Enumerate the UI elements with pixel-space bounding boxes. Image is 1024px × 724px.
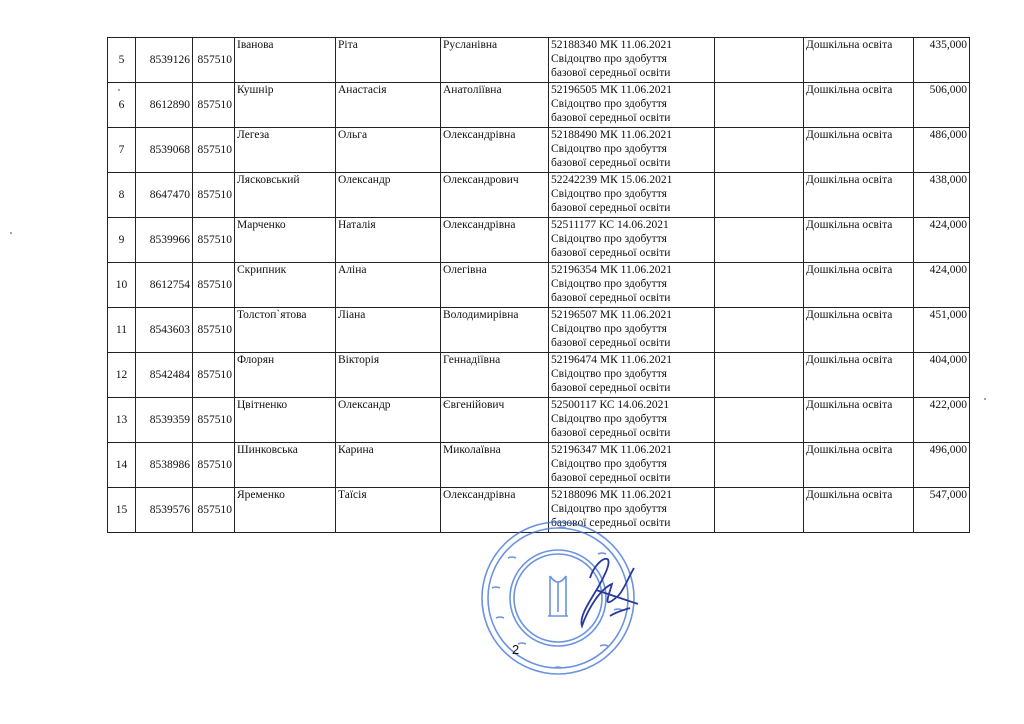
cell-document xyxy=(549,218,715,263)
cell-id: 8538986 xyxy=(136,443,193,488)
cell-score: 451,000 xyxy=(914,308,970,353)
cell-score: 496,000 xyxy=(914,443,970,488)
cell-name: Таїсія xyxy=(336,488,441,533)
cell-patronymic: Миколаївна xyxy=(441,443,549,488)
cell-empty xyxy=(715,308,804,353)
cell-surname: Цвітненко xyxy=(235,398,336,443)
cell-name: Ольга xyxy=(336,128,441,173)
cell-id: 8539126 xyxy=(136,38,193,83)
cell-empty xyxy=(715,353,804,398)
document-line: Свідоцтво про здобуття xyxy=(551,413,667,425)
table-row xyxy=(108,173,970,218)
cell-patronymic: Олегівна xyxy=(441,263,549,308)
page-number: 2 xyxy=(512,642,520,657)
cell-score: 506,000 xyxy=(914,83,970,128)
document-line: базової середньої освіти xyxy=(551,517,671,529)
cell-score: 486,000 xyxy=(914,128,970,173)
cell-empty xyxy=(715,443,804,488)
cell-document xyxy=(549,83,715,128)
document-line: базової середньої освіти xyxy=(551,472,671,484)
cell-specialty: Дошкільна освіта xyxy=(804,488,914,533)
document-line: 52188340 МК 11.06.2021 xyxy=(551,39,672,51)
cell-num: 13 xyxy=(108,398,136,443)
cell-num: 5 xyxy=(108,38,136,83)
cell-surname: Толстоп`ятова xyxy=(235,308,336,353)
document-line: базової середньої освіти xyxy=(551,337,671,349)
document-line: Свідоцтво про здобуття xyxy=(551,458,667,470)
cell-surname: Лясковський xyxy=(235,173,336,218)
cell-code: 857510 xyxy=(193,83,235,128)
document-line: базової середньої освіти xyxy=(551,202,671,214)
document-line: 52511177 КС 14.06.2021 xyxy=(551,219,669,231)
cell-surname: Марченко xyxy=(235,218,336,263)
document-line: Свідоцтво про здобуття xyxy=(551,98,667,110)
document-line: базової середньої освіти xyxy=(551,247,671,259)
document-line: Свідоцтво про здобуття xyxy=(551,323,667,335)
document-line: Свідоцтво про здобуття xyxy=(551,53,667,65)
table-row xyxy=(108,353,970,398)
cell-code: 857510 xyxy=(193,173,235,218)
table-row xyxy=(108,128,970,173)
cell-id: 8539576 xyxy=(136,488,193,533)
cell-name: Наталія xyxy=(336,218,441,263)
document-line: 52196505 МК 11.06.2021 xyxy=(551,84,672,96)
document-line: Свідоцтво про здобуття xyxy=(551,368,667,380)
cell-name: Карина xyxy=(336,443,441,488)
cell-num: 8 xyxy=(108,173,136,218)
cell-name: Олександр xyxy=(336,398,441,443)
cell-empty xyxy=(715,488,804,533)
table-row xyxy=(108,263,970,308)
scan-speck xyxy=(118,89,120,91)
document-line: Свідоцтво про здобуття xyxy=(551,233,667,245)
cell-id: 8539966 xyxy=(136,218,193,263)
document-line: базової середньої освіти xyxy=(551,292,671,304)
cell-num: 7 xyxy=(108,128,136,173)
cell-document xyxy=(549,398,715,443)
cell-patronymic: Олександрович xyxy=(441,173,549,218)
cell-surname: Скрипник xyxy=(235,263,336,308)
document-line: базової середньої освіти xyxy=(551,157,671,169)
document-line: базової середньої освіти xyxy=(551,67,671,79)
cell-num: 6 xyxy=(108,83,136,128)
document-line: 52196474 МК 11.06.2021 xyxy=(551,354,672,366)
enrollment-table xyxy=(107,37,970,533)
document-line: 52196347 МК 11.06.2021 xyxy=(551,444,672,456)
cell-specialty: Дошкільна освіта xyxy=(804,128,914,173)
cell-patronymic: Олександрівна xyxy=(441,488,549,533)
cell-patronymic: Олександрівна xyxy=(441,218,549,263)
cell-empty xyxy=(715,128,804,173)
cell-code: 857510 xyxy=(193,443,235,488)
cell-num: 15 xyxy=(108,488,136,533)
cell-id: 8612890 xyxy=(136,83,193,128)
cell-id: 8647470 xyxy=(136,173,193,218)
cell-code: 857510 xyxy=(193,263,235,308)
document-line: 52242239 МК 15.06.2021 xyxy=(551,174,673,186)
cell-document xyxy=(549,353,715,398)
cell-score: 438,000 xyxy=(914,173,970,218)
document-line: 52188490 МК 11.06.2021 xyxy=(551,129,672,141)
table-row xyxy=(108,83,970,128)
cell-specialty: Дошкільна освіта xyxy=(804,443,914,488)
cell-surname: Легеза xyxy=(235,128,336,173)
table-row xyxy=(108,218,970,263)
cell-code: 857510 xyxy=(193,353,235,398)
cell-score: 435,000 xyxy=(914,38,970,83)
cell-score: 404,000 xyxy=(914,353,970,398)
cell-num: 11 xyxy=(108,308,136,353)
cell-name: Олександр xyxy=(336,173,441,218)
document-line: 52196507 МК 11.06.2021 xyxy=(551,309,672,321)
cell-score: 547,000 xyxy=(914,488,970,533)
document-line: Свідоцтво про здобуття xyxy=(551,503,667,515)
document-line: 52500117 КС 14.06.2021 xyxy=(551,399,670,411)
cell-score: 424,000 xyxy=(914,218,970,263)
cell-document xyxy=(549,443,715,488)
cell-document xyxy=(549,308,715,353)
cell-name: Анастасія xyxy=(336,83,441,128)
cell-specialty: Дошкільна освіта xyxy=(804,263,914,308)
cell-empty xyxy=(715,263,804,308)
table-row xyxy=(108,308,970,353)
cell-document xyxy=(549,128,715,173)
cell-patronymic: Геннадіївна xyxy=(441,353,549,398)
cell-surname: Яременко xyxy=(235,488,336,533)
document-line: Свідоцтво про здобуття xyxy=(551,143,667,155)
cell-id: 8542484 xyxy=(136,353,193,398)
cell-patronymic: Володимирівна xyxy=(441,308,549,353)
cell-score: 424,000 xyxy=(914,263,970,308)
cell-patronymic: Євгенійович xyxy=(441,398,549,443)
cell-patronymic: Русланівна xyxy=(441,38,549,83)
document-line: 52188096 МК 11.06.2021 xyxy=(551,489,672,501)
table-row xyxy=(108,398,970,443)
cell-name: Ліана xyxy=(336,308,441,353)
cell-empty xyxy=(715,398,804,443)
cell-specialty: Дошкільна освіта xyxy=(804,83,914,128)
cell-document xyxy=(549,263,715,308)
cell-specialty: Дошкільна освіта xyxy=(804,218,914,263)
cell-num: 14 xyxy=(108,443,136,488)
cell-id: 8612754 xyxy=(136,263,193,308)
document-line: 52196354 МК 11.06.2021 xyxy=(551,264,672,276)
cell-surname: Кушнір xyxy=(235,83,336,128)
cell-surname: Іванова xyxy=(235,38,336,83)
scan-speck xyxy=(10,232,12,234)
cell-specialty: Дошкільна освіта xyxy=(804,353,914,398)
scan-speck xyxy=(984,398,986,400)
cell-patronymic: Анатоліївна xyxy=(441,83,549,128)
cell-id: 8539068 xyxy=(136,128,193,173)
cell-patronymic: Олександрівна xyxy=(441,128,549,173)
document-line: Свідоцтво про здобуття xyxy=(551,278,667,290)
cell-specialty: Дошкільна освіта xyxy=(804,38,914,83)
cell-code: 857510 xyxy=(193,128,235,173)
cell-specialty: Дошкільна освіта xyxy=(804,398,914,443)
cell-empty xyxy=(715,218,804,263)
cell-num: 12 xyxy=(108,353,136,398)
cell-document xyxy=(549,173,715,218)
cell-code: 857510 xyxy=(193,308,235,353)
official-seal-icon xyxy=(478,518,638,678)
cell-name: Аліна xyxy=(336,263,441,308)
cell-empty xyxy=(715,173,804,218)
document-line: базової середньої освіти xyxy=(551,382,671,394)
cell-id: 8539359 xyxy=(136,398,193,443)
table-row xyxy=(108,38,970,83)
cell-code: 857510 xyxy=(193,398,235,443)
cell-code: 857510 xyxy=(193,488,235,533)
cell-specialty: Дошкільна освіта xyxy=(804,173,914,218)
cell-empty xyxy=(715,38,804,83)
cell-empty xyxy=(715,83,804,128)
cell-document xyxy=(549,38,715,83)
cell-name: Ріта xyxy=(336,38,441,83)
document-line: базової середньої освіти xyxy=(551,427,671,439)
cell-num: 10 xyxy=(108,263,136,308)
cell-name: Вікторія xyxy=(336,353,441,398)
cell-score: 422,000 xyxy=(914,398,970,443)
cell-surname: Флорян xyxy=(235,353,336,398)
table-row xyxy=(108,443,970,488)
cell-specialty: Дошкільна освіта xyxy=(804,308,914,353)
cell-code: 857510 xyxy=(193,218,235,263)
cell-id: 8543603 xyxy=(136,308,193,353)
cell-code: 857510 xyxy=(193,38,235,83)
document-line: Свідоцтво про здобуття xyxy=(551,188,667,200)
cell-surname: Шинковська xyxy=(235,443,336,488)
cell-num: 9 xyxy=(108,218,136,263)
table-body xyxy=(108,38,970,533)
document-line: базової середньої освіти xyxy=(551,112,671,124)
